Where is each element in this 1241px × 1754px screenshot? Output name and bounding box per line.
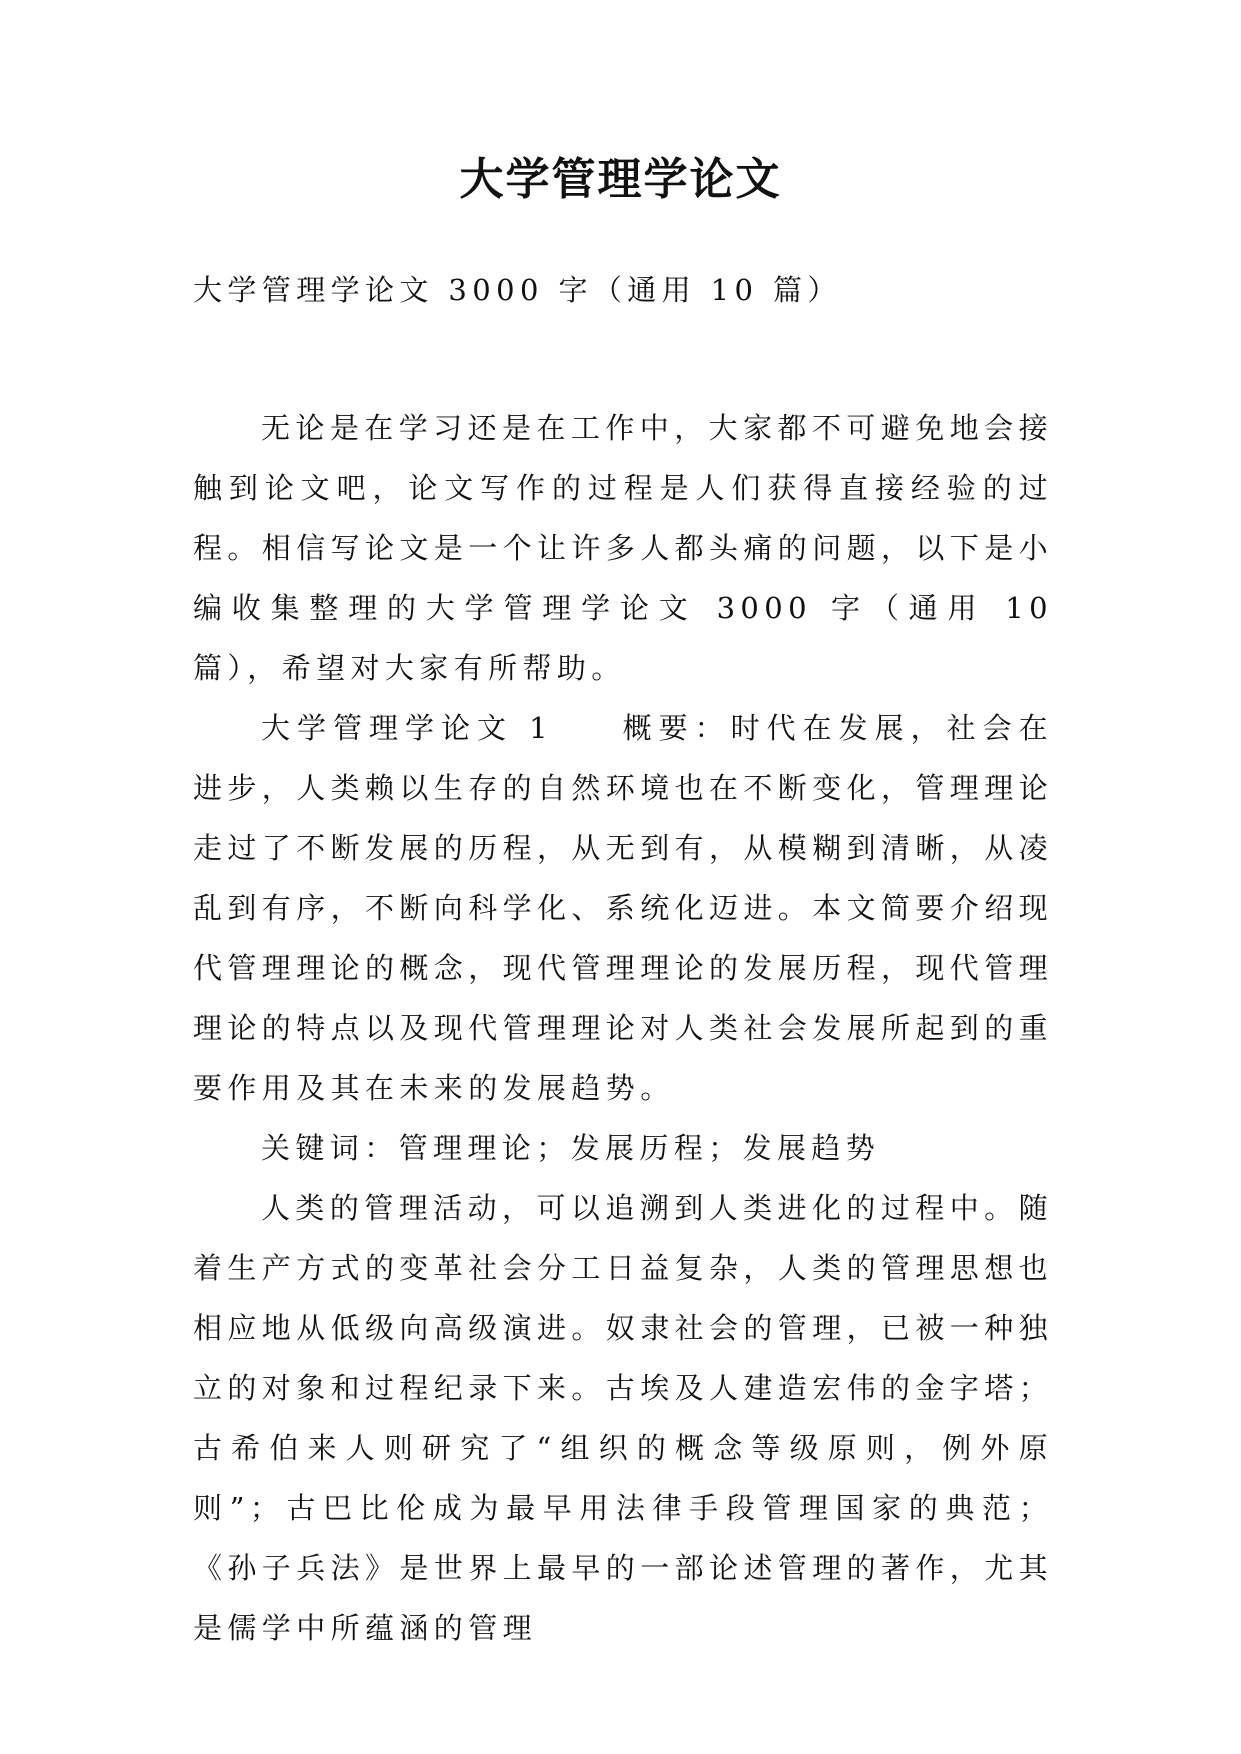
document-title: 大学管理学论文 xyxy=(459,154,782,205)
keywords-paragraph: 关键词：管理理论；发展历程；发展趋势 xyxy=(261,1131,881,1165)
document-subtitle: 大学管理学论文 3000 字（通用 10 篇） xyxy=(193,273,842,307)
intro-paragraph: 无论是在学习还是在工作中，大家都不可避免地会接触到论文吧，论文写作的过程是人们获得直接经验的过程。相信写论文是一个让许多人都头痛的问题，以下是小编收集整理的大学管理学论文 3000 字（通用 10 篇），希望对大家有所帮助。 xyxy=(193,411,1054,685)
abstract-text: 概要：时代在发展，社会在进步，人类赖以生存的自然环境也在不断变化，管理理论走过了不断发展的历程，从无到有，从模糊到清晰，从凌乱到有序，不断向科学化、系统化迈进。本文简要介绍现代管理理论的概念，现代管理理论的发展历程，现代管理理论的特点以及现代管理理论对人类社会发展所起到的重要作用及其在未来的发展趋势。 xyxy=(193,711,1054,1105)
body-paragraph: 人类的管理活动，可以追溯到人类进化的过程中。随着生产方式的变革社会分工日益复杂，人类的管理思想也相应地从低级向高级演进。奴隶社会的管理，已被一种独立的对象和过程纪录下来。古埃及人建造宏伟的金字塔；古希伯来人则研究了“组织的概念等级原则，例外原则”；古巴比伦成为最早用法律手段管理国家的典范；《孙子兵法》是世界上最早的一部论述管理的著作，尤其是儒学中所蕴涵的管理 xyxy=(193,1191,1054,1645)
section-heading: 大学管理学论文 1 xyxy=(261,711,554,745)
abstract-paragraph xyxy=(193,698,1053,1118)
document-body xyxy=(193,398,1053,1658)
